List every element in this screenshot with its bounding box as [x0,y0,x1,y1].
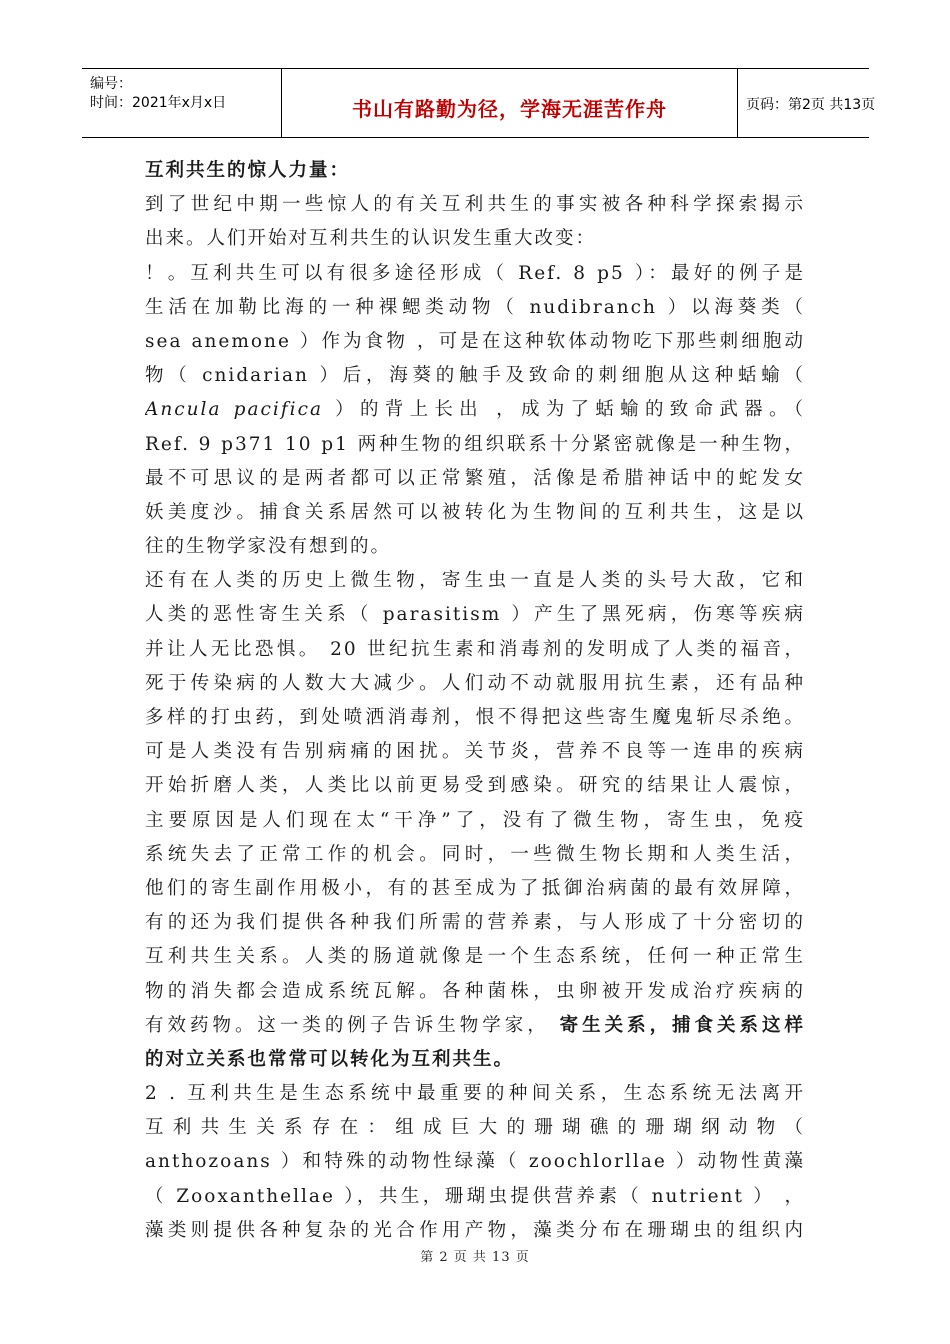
body-text-line [145,1043,805,1077]
body-text-line [145,667,805,701]
text-run: 的对立关系也常常可以转化为互利共生。 [145,1048,515,1070]
body-text-line [145,804,805,838]
text-run: 有的还为我们提供各种我们所需的营养素，与人形成了十分密切的 [145,912,805,934]
body-text-line [145,735,805,769]
header-page-cell [738,69,876,137]
text-run: 互利共生的惊人力量： [145,160,351,181]
text-run: Ref. 9 p371 10 p1 两种生物的组织联系十分紧密就像是一种生物， [145,433,805,455]
body-text-line [145,975,805,1009]
text-run: 可是人类没有告别病痛的困扰。关节炎，营养不良等一连串的疾病 [145,741,805,763]
text-run: 到了世纪中期一些惊人的有关互利共生的事实被各种科学探索揭示 [145,194,805,216]
body-text-line [145,188,805,222]
text-run: 物（ cnidarian ）后，海葵的触手及致命的刺细胞从这种蛞蝓（ [145,365,805,387]
body-text-line [145,1009,805,1043]
text-run: 互利共生关系存在：组成巨大的珊瑚礁的珊瑚纲动物（ [145,1117,805,1139]
body-text-line [145,222,805,256]
body-text-line [145,838,805,872]
body-text-line [145,1180,805,1214]
text-run: anthozoans ）和特殊的动物性绿藻（ zoochlorllae ）动物性黄藻 [145,1151,805,1173]
body-text-line [145,291,805,325]
body-text-line [145,701,805,735]
text-run: 开始折磨人类，人类比以前更易受到感染。研究的结果让人震惊， [145,775,805,797]
body-text-line [145,325,805,359]
page-header [82,68,876,138]
body-text-line [145,906,805,940]
text-run: 2 . 互利共生是生态系统中最重要的种间关系，生态系统无法离开 [145,1083,805,1105]
body-text-line [145,1145,805,1179]
header-meta-cell [82,69,282,137]
text-run: 互利共生关系。人类的肠道就像是一个生态系统，任何一种正常生 [145,946,805,968]
text-run: 生活在加勒比海的一种裸鳃类动物（ nudibranch ）以海葵类（ [145,296,805,318]
body-text-line [145,633,805,667]
text-run: 人类的恶性寄生关系（ parasitism ）产生了黑死病，伤寒等疾病 [145,604,805,626]
text-run: ）的背上长出 ，成为了蛞蝓的致命武器。（ [322,399,805,421]
text-run: 藻类则提供各种复杂的光合作用产物，藻类分布在珊瑚虫的组织内 [145,1219,805,1241]
page-footer: 第 2 页 共 13 页 [420,1250,530,1265]
body-text-line [145,940,805,974]
document-body [145,154,805,1248]
body-text-line [145,462,805,496]
text-run: 出来。人们开始对互利共生的认识发生重大改变： [145,228,597,250]
body-text-line [145,769,805,803]
body-text-line [145,530,805,564]
header-motto-cell [282,69,738,137]
body-text-line [145,598,805,632]
body-text-line [145,1214,805,1248]
text-run: （ Zooxanthellae ），共生，珊瑚虫提供营养素（ nutrient ） ， [145,1185,805,1207]
body-text-line [145,154,805,188]
document-number-label: 编号： [90,76,132,92]
body-text-line [145,393,805,427]
text-run: 多样的打虫药，到处喷洒消毒剂，恨不得把这些寄生魔鬼斩尽杀绝。 [145,707,805,728]
text-run: 主要原因是人们现在太“干净”了，没有了微生物，寄生虫，免疫 [145,809,805,831]
body-text-line [145,257,805,291]
text-run: 并让人无比恐惧。 20 世纪抗生素和消毒剂的发明成了人类的福音， [145,638,805,660]
text-run: 寄生关系，捕食关系这样 [559,1014,805,1036]
header-page-info: 页码：第2页 共13页 [746,97,876,113]
text-run: 物的消失都会造成系统瓦解。各种菌株，虫卵被开发成治疗疾病的 [145,980,805,1002]
body-text-line [145,1111,805,1145]
text-run: 最不可思议的是两者都可以正常繁殖，活像是希腊神话中的蛇发女 [145,467,805,489]
body-text-line [145,1077,805,1111]
header-motto: 书山有路勤为径，学海无涯苦作舟 [352,97,667,121]
body-text-line [145,872,805,906]
body-text-line [145,564,805,598]
text-run: 有效药物。这一类的例子告诉生物学家， [145,1014,560,1036]
body-text-line [145,428,805,462]
text-run: 系统失去了正常工作的机会。同时，一些微生物长期和人类生活， [145,843,805,865]
text-run: 还有在人类的历史上微生物，寄生虫一直是人类的头号大敌，它和 [145,570,805,592]
body-text-line [145,359,805,393]
document-date: 时间：2021年x月x日 [90,95,227,111]
text-run: 妖美度沙。捕食关系居然可以被转化为生物间的互利共生，这是以 [145,501,805,523]
text-run: 死于传染病的人数大大减少。人们动不动就服用抗生素，还有品种 [145,672,805,694]
text-run: ！。互利共生可以有很多途径形成（ Ref. 8 p5 ）：最好的例子是 [145,262,805,284]
text-run: 他们的寄生副作用极小，有的甚至成为了抵御治病菌的最有效屏障， [145,877,805,899]
body-text-line [145,496,805,530]
text-run: Ancula pacifica [145,399,323,421]
text-run: 往的生物学家没有想到的。 [145,536,392,558]
text-run: sea anemone ）作为食物 ，可是在这种软体动物吃下那些刺细胞动 [145,330,805,352]
